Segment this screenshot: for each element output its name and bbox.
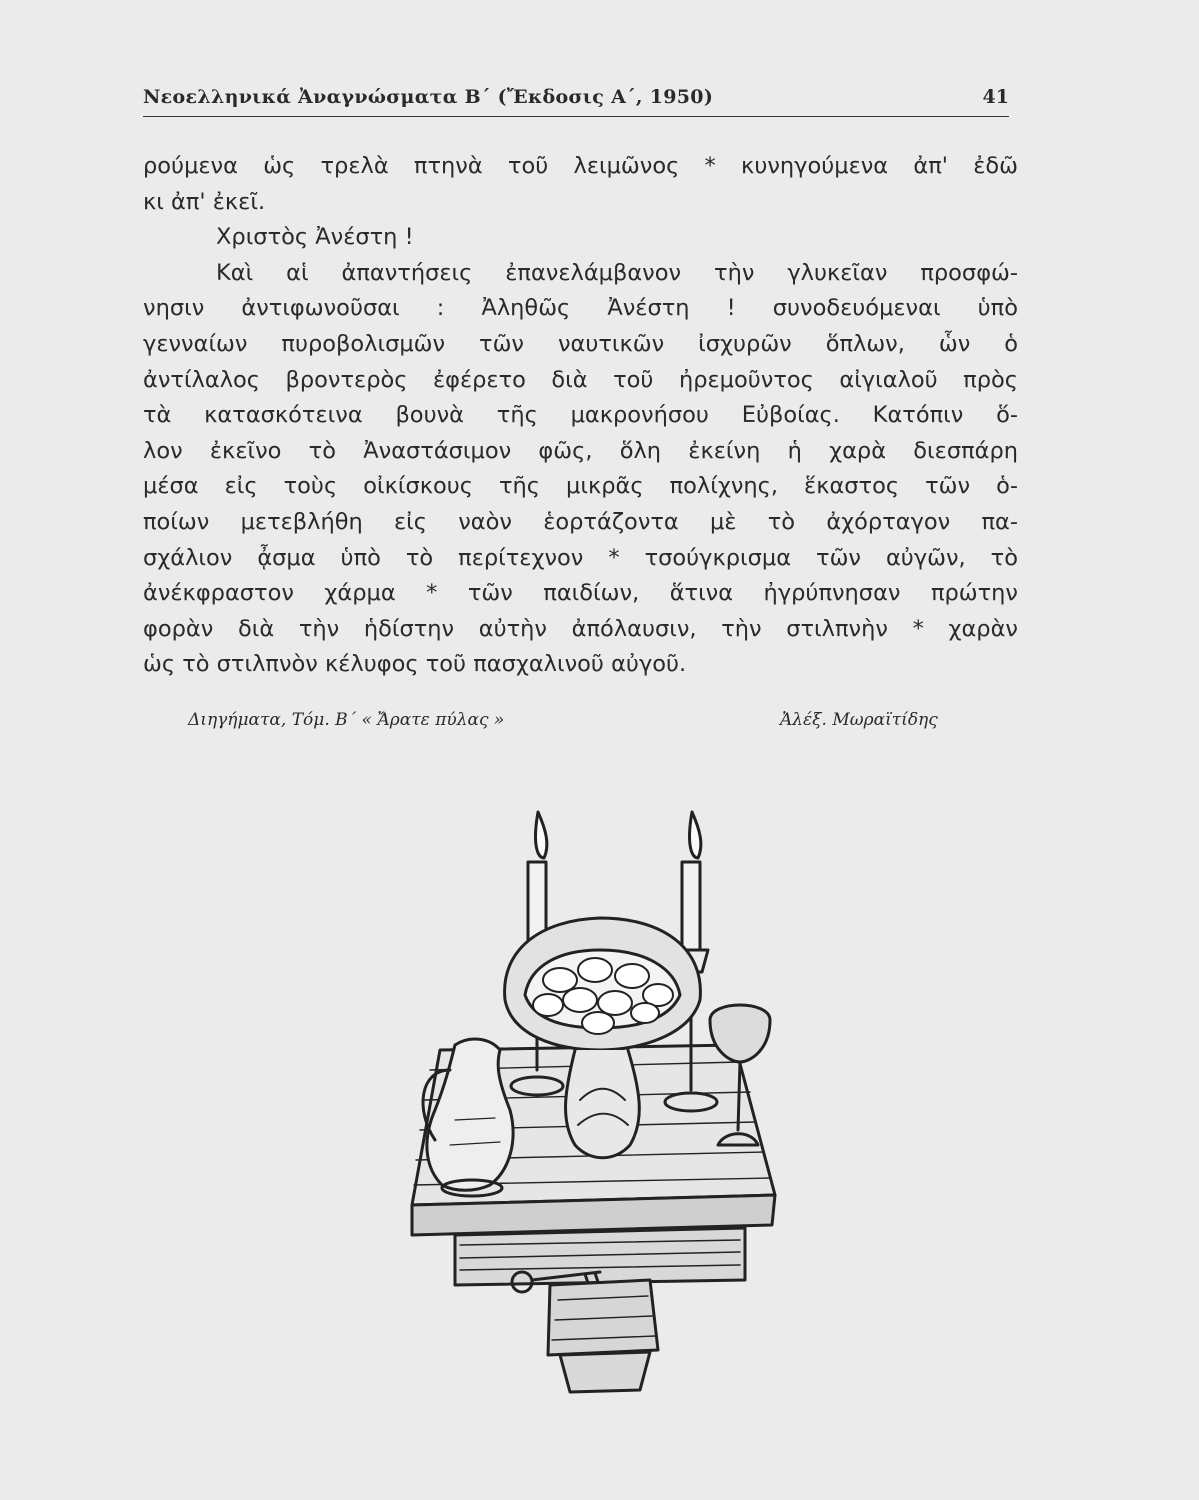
text-line: λον ἐκεῖνο τὸ Ἀναστάσιμον φῶς, ὅλη ἐκείνη ἡ χαρὰ διεσπάρη xyxy=(143,437,1018,464)
author-name: Ἀλέξ. Μωραϊτίδης xyxy=(780,710,938,730)
text-line: νησιν ἀντιφωνοῦσαι : Ἀληθῶς Ἀνέστη ! συνοδευόμεναι ὑπὸ xyxy=(143,295,1018,322)
text-line: ἀνέκφραστον χάρμα * τῶν παιδίων, ἅτινα ἠγρύπνησαν πρώτην xyxy=(143,580,1018,607)
text-line: κι ἀπ' ἐκεῖ. xyxy=(143,188,266,215)
text-line: τὰ κατασκότεινα βουνὰ τῆς μακρονήσου Εὐβοίας. Κατόπιν ὅ- xyxy=(143,402,1018,429)
text-line: σχάλιον ᾆσμα ὑπὸ τὸ περίτεχνον * τσούγκρισμα τῶν αὐγῶν, τὸ xyxy=(143,544,1018,571)
text-line: γενναίων πυροβολισμῶν τῶν ναυτικῶν ἰσχυρῶν ὅπλων, ὧν ὁ xyxy=(143,330,1018,357)
easter-table-engraving-icon xyxy=(400,800,790,1400)
running-title: Νεοελληνικά Ἀναγνώσματα Β΄ (Ἔκδοσις Α΄, 1950) xyxy=(143,86,714,108)
text-line: ὡς τὸ στιλπνὸν κέλυφος τοῦ πασχαλινοῦ αὐγοῦ. xyxy=(143,651,687,678)
text-line: φορὰν διὰ τὴν ἡδίστην αὐτὴν ἀπόλαυσιν, τὴν στιλπνὴν * χαρὰν xyxy=(143,615,1018,642)
text-line: μέσα εἰς τοὺς οἰκίσκους τῆς μικρᾶς πολίχνης, ἕκαστος τῶν ὁ- xyxy=(143,473,1018,500)
page-header xyxy=(143,86,1009,117)
text-line: Χριστὸς Ἀνέστη ! xyxy=(216,224,414,251)
story-text xyxy=(143,149,1018,683)
text-line: ρούμενα ὡς τρελὰ πτηνὰ τοῦ λειμῶνος * κυνηγούμενα ἀπ' ἐδῶ xyxy=(143,153,1018,179)
text-line: ποίων μετεβλήθη εἰς ναὸν ἑορτάζοντα μὲ τὸ ἀχόρταγον πα- xyxy=(143,508,1018,535)
text-line: Καὶ αἱ ἀπαντήσεις ἐπανελάμβανον τὴν γλυκεῖαν προσφώ- xyxy=(216,259,1018,286)
source-citation: Διηγήματα, Τόμ. Β΄ « Ἄρατε πύλας » xyxy=(188,710,505,730)
text-line: ἀντίλαλος βροντερὸς ἐφέρετο διὰ τοῦ ἠρεμοῦντος αἰγιαλοῦ πρὸς xyxy=(143,366,1018,393)
easter-table-illustration xyxy=(400,800,790,1404)
page-number: 41 xyxy=(982,86,1009,108)
